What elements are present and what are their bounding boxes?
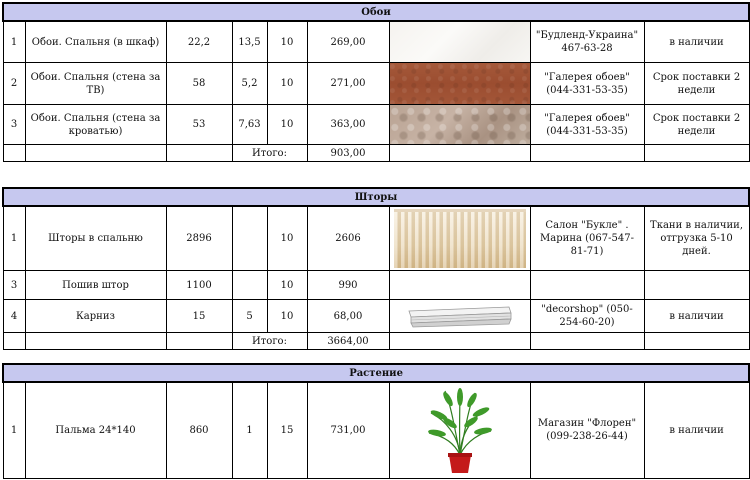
status-cell: в наличии xyxy=(644,300,749,333)
supplier-cell: "decorshop" (050-254-60-20) xyxy=(530,300,644,333)
supplier-cell: "Галерея обоев" (044-331-53-35) xyxy=(530,105,644,145)
quantity-cell xyxy=(232,271,267,300)
total-row xyxy=(3,145,749,162)
status-cell: в наличии xyxy=(644,21,749,63)
total-label: Итого: xyxy=(232,145,307,162)
quantity-cell: 10 xyxy=(267,63,307,105)
total-label: Итого: xyxy=(232,333,307,350)
quantity-cell: 15 xyxy=(267,382,307,478)
row-number: 4 xyxy=(3,300,25,333)
supplier-cell: "Галерея обоев" (044-331-53-35) xyxy=(530,63,644,105)
status-cell: Срок поставки 2 недели xyxy=(644,63,749,105)
quantity-cell: 15 xyxy=(166,300,232,333)
supplier-cell xyxy=(530,271,644,300)
price-cell: 990 xyxy=(307,271,389,300)
price-cell: 731,00 xyxy=(307,382,389,478)
palm-plant-photo xyxy=(425,385,495,475)
section-title: Растение xyxy=(3,364,749,382)
row-number: 3 xyxy=(3,271,25,300)
product-image xyxy=(389,271,530,300)
cornice-photo xyxy=(405,303,515,329)
white-wallpaper-texture xyxy=(390,22,530,62)
curtain-photo xyxy=(394,209,526,268)
status-cell: Срок поставки 2 недели xyxy=(644,105,749,145)
product-image xyxy=(389,300,530,333)
item-name: Обои. Спальня (в шкаф) xyxy=(25,21,166,63)
row-number: 1 xyxy=(3,206,25,271)
table-row xyxy=(3,21,749,63)
quantity-cell: 7,63 xyxy=(232,105,267,145)
plant-table xyxy=(2,363,750,479)
brown-wallpaper-texture xyxy=(390,63,530,104)
table-row xyxy=(3,300,749,333)
price-cell: 363,00 xyxy=(307,105,389,145)
table-row xyxy=(3,105,749,145)
quantity-cell: 53 xyxy=(166,105,232,145)
wallpaper-table xyxy=(2,2,750,162)
item-name: Карниз xyxy=(25,300,166,333)
quantity-cell: 10 xyxy=(267,300,307,333)
status-cell xyxy=(644,271,749,300)
product-image xyxy=(389,63,530,105)
table-row xyxy=(3,206,749,271)
item-name: Шторы в спальню xyxy=(25,206,166,271)
quantity-cell: 860 xyxy=(166,382,232,478)
quantity-cell: 2896 xyxy=(166,206,232,271)
status-cell: в наличии xyxy=(644,382,749,478)
quantity-cell xyxy=(232,206,267,271)
product-image xyxy=(389,382,530,478)
status-cell: Ткани в наличии, отгрузка 5-10 дней. xyxy=(644,206,749,271)
quantity-cell: 13,5 xyxy=(232,21,267,63)
item-name: Пальма 24*140 xyxy=(25,382,166,478)
product-image xyxy=(389,21,530,63)
quantity-cell: 1100 xyxy=(166,271,232,300)
total-value: 903,00 xyxy=(307,145,389,162)
curtains-table xyxy=(2,187,750,350)
quantity-cell: 10 xyxy=(267,21,307,63)
quantity-cell: 22,2 xyxy=(166,21,232,63)
section-title: Шторы xyxy=(3,188,749,206)
supplier-cell: "Будленд-Украина" 467-63-28 xyxy=(530,21,644,63)
total-row xyxy=(3,333,749,350)
item-name: Пошив штор xyxy=(25,271,166,300)
quantity-cell: 10 xyxy=(267,206,307,271)
supplier-cell: Магазин "Флорен" (099-238-26-44) xyxy=(530,382,644,478)
price-cell: 68,00 xyxy=(307,300,389,333)
supplier-cell: Салон "Букле" . Марина (067-547-81-71) xyxy=(530,206,644,271)
product-image xyxy=(389,105,530,145)
section-title: Обои xyxy=(3,3,749,21)
beige-wallpaper-texture xyxy=(390,105,530,144)
quantity-cell: 58 xyxy=(166,63,232,105)
row-number: 1 xyxy=(3,21,25,63)
price-cell: 2606 xyxy=(307,206,389,271)
table-row xyxy=(3,271,749,300)
quantity-cell: 1 xyxy=(232,382,267,478)
item-name: Обои. Спальня (стена за ТВ) xyxy=(25,63,166,105)
quantity-cell: 10 xyxy=(267,271,307,300)
quantity-cell: 10 xyxy=(267,105,307,145)
table-row xyxy=(3,63,749,105)
table-row xyxy=(3,382,749,478)
product-image xyxy=(389,206,530,271)
price-cell: 271,00 xyxy=(307,63,389,105)
item-name: Обои. Спальня (стена за кроватью) xyxy=(25,105,166,145)
price-cell: 269,00 xyxy=(307,21,389,63)
row-number: 1 xyxy=(3,382,25,478)
row-number: 2 xyxy=(3,63,25,105)
total-value: 3664,00 xyxy=(307,333,389,350)
quantity-cell: 5,2 xyxy=(232,63,267,105)
quantity-cell: 5 xyxy=(232,300,267,333)
row-number: 3 xyxy=(3,105,25,145)
